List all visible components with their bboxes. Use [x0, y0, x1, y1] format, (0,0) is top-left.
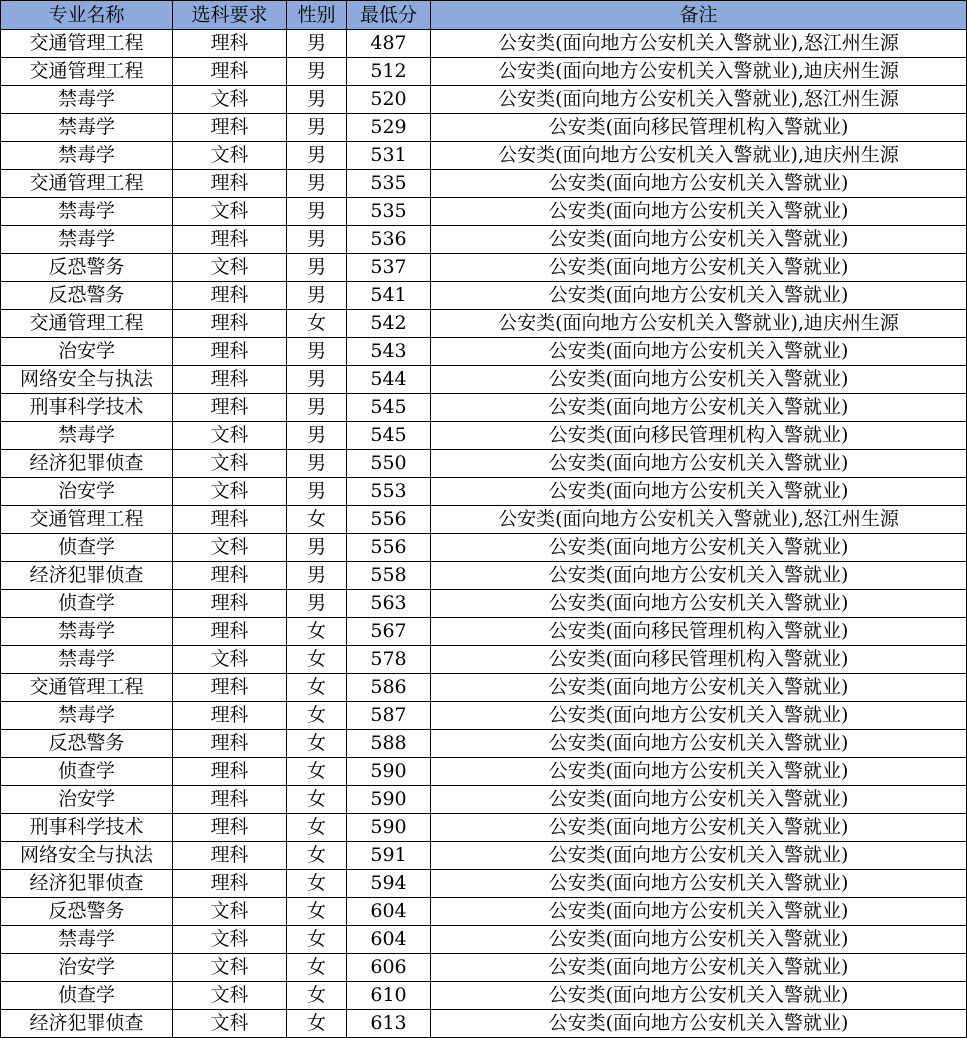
- major-cell: 侦查学: [1, 590, 173, 618]
- gender-cell: 女: [287, 310, 347, 338]
- table-row: [1, 114, 967, 142]
- major-cell: 反恐警务: [1, 898, 173, 926]
- subject-cell: 理科: [173, 786, 287, 814]
- remarks-cell: 公安类(面向移民管理机构入警就业): [431, 646, 967, 674]
- subject-cell: 文科: [173, 254, 287, 282]
- min-score-cell: 531: [347, 142, 431, 170]
- gender-cell: 女: [287, 618, 347, 646]
- major-cell: 禁毒学: [1, 702, 173, 730]
- gender-cell: 男: [287, 394, 347, 422]
- table-row: [1, 534, 967, 562]
- gender-cell: 男: [287, 142, 347, 170]
- subject-cell: 文科: [173, 422, 287, 450]
- header-row: [1, 1, 967, 30]
- remarks-cell: 公安类(面向地方公安机关入警就业): [431, 674, 967, 702]
- subject-cell: 文科: [173, 982, 287, 1010]
- table-row: [1, 842, 967, 870]
- major-cell: 网络安全与执法: [1, 366, 173, 394]
- gender-cell: 男: [287, 450, 347, 478]
- remarks-cell: 公安类(面向地方公安机关入警就业): [431, 814, 967, 842]
- min-score-cell: 563: [347, 590, 431, 618]
- remarks-cell: 公安类(面向地方公安机关入警就业),迪庆州生源: [431, 58, 967, 86]
- min-score-cell: 591: [347, 842, 431, 870]
- gender-cell: 女: [287, 842, 347, 870]
- gender-cell: 男: [287, 114, 347, 142]
- min-score-cell: 588: [347, 730, 431, 758]
- major-cell: 交通管理工程: [1, 310, 173, 338]
- major-cell: 交通管理工程: [1, 58, 173, 86]
- gender-cell: 女: [287, 1010, 347, 1038]
- gender-cell: 男: [287, 478, 347, 506]
- remarks-cell: 公安类(面向地方公安机关入警就业): [431, 254, 967, 282]
- table-row: [1, 506, 967, 534]
- gender-cell: 男: [287, 590, 347, 618]
- subject-cell: 理科: [173, 842, 287, 870]
- gender-cell: 女: [287, 506, 347, 534]
- table-row: [1, 282, 967, 310]
- major-cell: 反恐警务: [1, 730, 173, 758]
- subject-cell: 理科: [173, 310, 287, 338]
- header-min-score: 最低分: [347, 1, 431, 30]
- min-score-cell: 590: [347, 758, 431, 786]
- gender-cell: 女: [287, 646, 347, 674]
- min-score-cell: 578: [347, 646, 431, 674]
- subject-cell: 理科: [173, 814, 287, 842]
- subject-cell: 理科: [173, 338, 287, 366]
- gender-cell: 女: [287, 870, 347, 898]
- table-row: [1, 310, 967, 338]
- table-row: [1, 646, 967, 674]
- table-row: [1, 870, 967, 898]
- gender-cell: 男: [287, 86, 347, 114]
- min-score-cell: 590: [347, 814, 431, 842]
- remarks-cell: 公安类(面向地方公安机关入警就业): [431, 842, 967, 870]
- subject-cell: 理科: [173, 702, 287, 730]
- gender-cell: 男: [287, 226, 347, 254]
- remarks-cell: 公安类(面向地方公安机关入警就业): [431, 198, 967, 226]
- subject-cell: 文科: [173, 142, 287, 170]
- subject-cell: 理科: [173, 506, 287, 534]
- remarks-cell: 公安类(面向移民管理机构入警就业): [431, 114, 967, 142]
- remarks-cell: 公安类(面向地方公安机关入警就业): [431, 394, 967, 422]
- gender-cell: 男: [287, 338, 347, 366]
- gender-cell: 男: [287, 254, 347, 282]
- remarks-cell: 公安类(面向地方公安机关入警就业): [431, 338, 967, 366]
- min-score-cell: 586: [347, 674, 431, 702]
- table-row: [1, 786, 967, 814]
- gender-cell: 男: [287, 422, 347, 450]
- gender-cell: 女: [287, 786, 347, 814]
- major-cell: 治安学: [1, 954, 173, 982]
- min-score-cell: 535: [347, 198, 431, 226]
- min-score-cell: 604: [347, 926, 431, 954]
- subject-cell: 文科: [173, 534, 287, 562]
- major-cell: 反恐警务: [1, 254, 173, 282]
- gender-cell: 男: [287, 534, 347, 562]
- table-row: [1, 170, 967, 198]
- header-remarks: 备注: [431, 1, 967, 30]
- min-score-cell: 487: [347, 30, 431, 58]
- major-cell: 治安学: [1, 338, 173, 366]
- gender-cell: 女: [287, 702, 347, 730]
- subject-cell: 理科: [173, 170, 287, 198]
- subject-cell: 文科: [173, 1010, 287, 1038]
- major-cell: 禁毒学: [1, 226, 173, 254]
- min-score-cell: 587: [347, 702, 431, 730]
- remarks-cell: 公安类(面向地方公安机关入警就业): [431, 562, 967, 590]
- table-row: [1, 758, 967, 786]
- gender-cell: 女: [287, 954, 347, 982]
- header-gender: 性别: [287, 1, 347, 30]
- subject-cell: 理科: [173, 674, 287, 702]
- remarks-cell: 公安类(面向地方公安机关入警就业): [431, 702, 967, 730]
- remarks-cell: 公安类(面向移民管理机构入警就业): [431, 422, 967, 450]
- min-score-cell: 567: [347, 618, 431, 646]
- min-score-cell: 606: [347, 954, 431, 982]
- subject-cell: 理科: [173, 226, 287, 254]
- major-cell: 治安学: [1, 478, 173, 506]
- table-row: [1, 478, 967, 506]
- gender-cell: 男: [287, 170, 347, 198]
- gender-cell: 女: [287, 982, 347, 1010]
- remarks-cell: 公安类(面向地方公安机关入警就业): [431, 982, 967, 1010]
- subject-cell: 理科: [173, 366, 287, 394]
- subject-cell: 理科: [173, 590, 287, 618]
- remarks-cell: 公安类(面向地方公安机关入警就业): [431, 534, 967, 562]
- remarks-cell: 公安类(面向地方公安机关入警就业),怒江州生源: [431, 30, 967, 58]
- table-row: [1, 198, 967, 226]
- gender-cell: 男: [287, 58, 347, 86]
- subject-cell: 文科: [173, 954, 287, 982]
- table-row: [1, 450, 967, 478]
- min-score-cell: 556: [347, 534, 431, 562]
- subject-cell: 文科: [173, 478, 287, 506]
- gender-cell: 女: [287, 758, 347, 786]
- table-row: [1, 730, 967, 758]
- table-row: [1, 86, 967, 114]
- subject-cell: 文科: [173, 898, 287, 926]
- min-score-cell: 544: [347, 366, 431, 394]
- min-score-cell: 536: [347, 226, 431, 254]
- min-score-cell: 604: [347, 898, 431, 926]
- subject-cell: 文科: [173, 646, 287, 674]
- min-score-cell: 529: [347, 114, 431, 142]
- major-cell: 侦查学: [1, 534, 173, 562]
- subject-cell: 理科: [173, 58, 287, 86]
- major-cell: 经济犯罪侦查: [1, 450, 173, 478]
- table-row: [1, 226, 967, 254]
- subject-cell: 理科: [173, 394, 287, 422]
- remarks-cell: 公安类(面向地方公安机关入警就业): [431, 758, 967, 786]
- table-row: [1, 982, 967, 1010]
- min-score-cell: 542: [347, 310, 431, 338]
- table-row: [1, 898, 967, 926]
- remarks-cell: 公安类(面向移民管理机构入警就业): [431, 618, 967, 646]
- remarks-cell: 公安类(面向地方公安机关入警就业),怒江州生源: [431, 86, 967, 114]
- gender-cell: 男: [287, 366, 347, 394]
- table-row: [1, 562, 967, 590]
- remarks-cell: 公安类(面向地方公安机关入警就业): [431, 282, 967, 310]
- table-row: [1, 926, 967, 954]
- gender-cell: 女: [287, 814, 347, 842]
- table-row: [1, 30, 967, 58]
- major-cell: 经济犯罪侦查: [1, 1010, 173, 1038]
- subject-cell: 理科: [173, 114, 287, 142]
- gender-cell: 女: [287, 926, 347, 954]
- remarks-cell: 公安类(面向地方公安机关入警就业): [431, 870, 967, 898]
- major-cell: 侦查学: [1, 758, 173, 786]
- remarks-cell: 公安类(面向地方公安机关入警就业): [431, 226, 967, 254]
- min-score-cell: 550: [347, 450, 431, 478]
- remarks-cell: 公安类(面向地方公安机关入警就业): [431, 170, 967, 198]
- table-row: [1, 618, 967, 646]
- gender-cell: 男: [287, 198, 347, 226]
- major-cell: 禁毒学: [1, 142, 173, 170]
- subject-cell: 文科: [173, 86, 287, 114]
- major-cell: 禁毒学: [1, 114, 173, 142]
- table-row: [1, 254, 967, 282]
- major-cell: 禁毒学: [1, 926, 173, 954]
- remarks-cell: 公安类(面向地方公安机关入警就业): [431, 898, 967, 926]
- table-row: [1, 674, 967, 702]
- min-score-cell: 512: [347, 58, 431, 86]
- remarks-cell: 公安类(面向地方公安机关入警就业): [431, 1010, 967, 1038]
- major-cell: 侦查学: [1, 982, 173, 1010]
- gender-cell: 女: [287, 674, 347, 702]
- gender-cell: 男: [287, 30, 347, 58]
- gender-cell: 男: [287, 282, 347, 310]
- subject-cell: 理科: [173, 870, 287, 898]
- min-score-cell: 520: [347, 86, 431, 114]
- remarks-cell: 公安类(面向地方公安机关入警就业): [431, 730, 967, 758]
- table-row: [1, 1010, 967, 1038]
- min-score-cell: 610: [347, 982, 431, 1010]
- major-cell: 禁毒学: [1, 86, 173, 114]
- remarks-cell: 公安类(面向地方公安机关入警就业): [431, 590, 967, 618]
- min-score-cell: 613: [347, 1010, 431, 1038]
- remarks-cell: 公安类(面向地方公安机关入警就业): [431, 786, 967, 814]
- major-cell: 刑事科学技术: [1, 394, 173, 422]
- table-row: [1, 954, 967, 982]
- min-score-cell: 545: [347, 394, 431, 422]
- min-score-cell: 553: [347, 478, 431, 506]
- major-cell: 禁毒学: [1, 646, 173, 674]
- header-major: 专业名称: [1, 1, 173, 30]
- subject-cell: 理科: [173, 562, 287, 590]
- table-row: [1, 142, 967, 170]
- min-score-cell: 543: [347, 338, 431, 366]
- gender-cell: 女: [287, 898, 347, 926]
- remarks-cell: 公安类(面向地方公安机关入警就业),怒江州生源: [431, 506, 967, 534]
- table-row: [1, 590, 967, 618]
- min-score-cell: 537: [347, 254, 431, 282]
- major-cell: 经济犯罪侦查: [1, 870, 173, 898]
- header-subject-requirement: 选科要求: [173, 1, 287, 30]
- remarks-cell: 公安类(面向地方公安机关入警就业): [431, 450, 967, 478]
- major-cell: 交通管理工程: [1, 506, 173, 534]
- gender-cell: 女: [287, 730, 347, 758]
- min-score-cell: 556: [347, 506, 431, 534]
- min-score-cell: 590: [347, 786, 431, 814]
- min-score-cell: 535: [347, 170, 431, 198]
- major-cell: 交通管理工程: [1, 674, 173, 702]
- major-cell: 禁毒学: [1, 618, 173, 646]
- gender-cell: 男: [287, 562, 347, 590]
- table-row: [1, 58, 967, 86]
- table-row: [1, 338, 967, 366]
- subject-cell: 理科: [173, 30, 287, 58]
- remarks-cell: 公安类(面向地方公安机关入警就业): [431, 478, 967, 506]
- subject-cell: 文科: [173, 450, 287, 478]
- remarks-cell: 公安类(面向地方公安机关入警就业),迪庆州生源: [431, 310, 967, 338]
- subject-cell: 文科: [173, 198, 287, 226]
- remarks-cell: 公安类(面向地方公安机关入警就业),迪庆州生源: [431, 142, 967, 170]
- min-score-cell: 558: [347, 562, 431, 590]
- major-cell: 交通管理工程: [1, 30, 173, 58]
- table-row: [1, 702, 967, 730]
- table-row: [1, 366, 967, 394]
- min-score-cell: 594: [347, 870, 431, 898]
- remarks-cell: 公安类(面向地方公安机关入警就业): [431, 954, 967, 982]
- major-cell: 交通管理工程: [1, 170, 173, 198]
- subject-cell: 理科: [173, 618, 287, 646]
- min-score-cell: 541: [347, 282, 431, 310]
- major-cell: 经济犯罪侦查: [1, 562, 173, 590]
- table-row: [1, 394, 967, 422]
- remarks-cell: 公安类(面向地方公安机关入警就业): [431, 366, 967, 394]
- subject-cell: 理科: [173, 730, 287, 758]
- subject-cell: 文科: [173, 926, 287, 954]
- major-cell: 刑事科学技术: [1, 814, 173, 842]
- remarks-cell: 公安类(面向地方公安机关入警就业): [431, 926, 967, 954]
- table-row: [1, 814, 967, 842]
- subject-cell: 理科: [173, 758, 287, 786]
- major-cell: 禁毒学: [1, 198, 173, 226]
- major-cell: 禁毒学: [1, 422, 173, 450]
- major-cell: 反恐警务: [1, 282, 173, 310]
- major-cell: 治安学: [1, 786, 173, 814]
- subject-cell: 理科: [173, 282, 287, 310]
- major-cell: 网络安全与执法: [1, 842, 173, 870]
- min-score-cell: 545: [347, 422, 431, 450]
- table-row: [1, 422, 967, 450]
